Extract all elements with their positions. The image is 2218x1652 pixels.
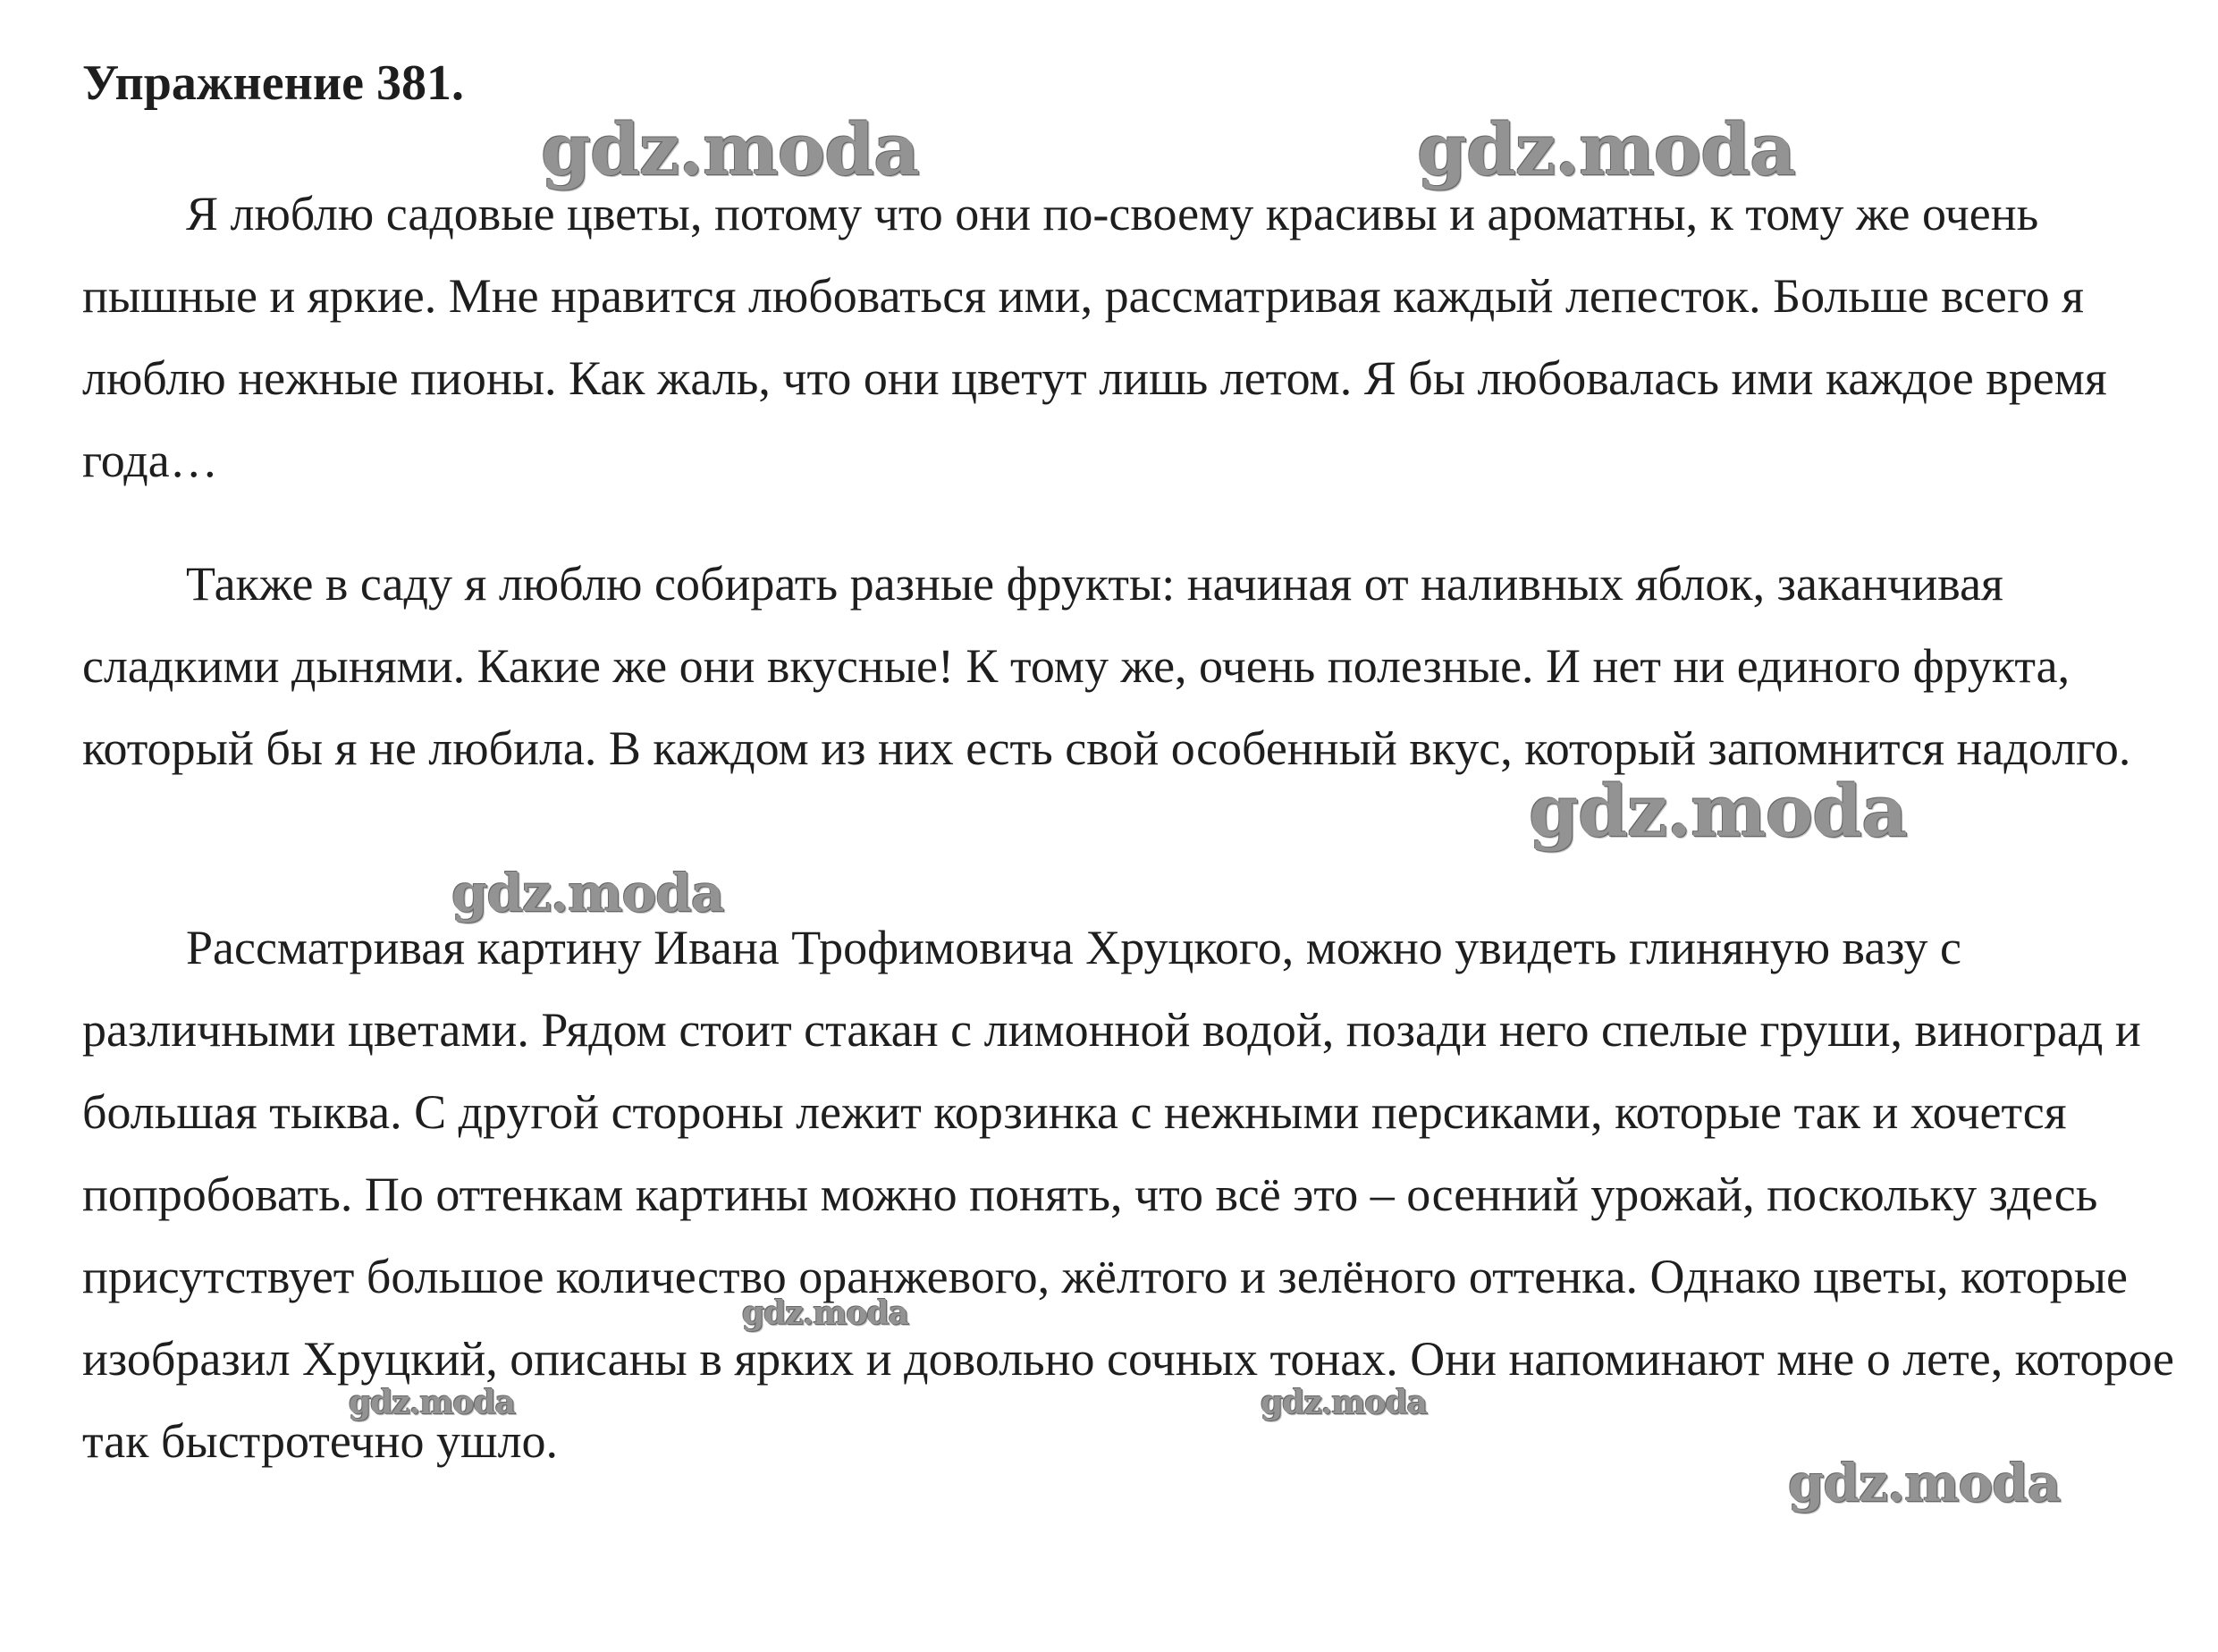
watermark: gdz.moda bbox=[742, 1294, 908, 1332]
paragraph-painting-description: Рассматривая картину Ивана Трофимовича Хруцкого, можно увидеть глиняную вазу с различными цветами. Рядом стоит стакан с лимонной водой, позади него спелые груши, виноград и большая тыква. С другой стороны лежит корзинка с нежными персиками, которые так и хочется попробовать. По оттенкам картины можно понять, что всё это – осенний урожай, поскольку здесь присутствует большое количество оранжевого, жёлтого и зелёного оттенка. Однако цветы, которые изобразил Хруцкий, описаны в ярких и довольно сочных тонах. Они напоминают мне о лете, которое так быстротечно ушло. bbox=[82, 921, 2175, 1468]
watermark: gdz.moda bbox=[1788, 1453, 2061, 1513]
watermark: gdz.moda bbox=[1529, 769, 1907, 853]
exercise-title: Упражнение 381. bbox=[82, 55, 465, 111]
watermark: gdz.moda bbox=[1261, 1384, 1427, 1421]
paragraph-garden-flowers: Я люблю садовые цветы, потому что они по-своему красивы и ароматны, к тому же очень пышные и яркие. Мне нравится любоваться ими, рассматривая каждый лепесток. Больше всего я люблю нежные пионы. Как жаль, что они цветут лишь летом. Я бы любовалась ими каждое время года… bbox=[82, 187, 2107, 487]
watermark: gdz.moda bbox=[349, 1384, 515, 1421]
watermark: gdz.moda bbox=[451, 863, 724, 923]
watermark: gdz.moda bbox=[1417, 107, 1795, 191]
watermark: gdz.moda bbox=[541, 107, 919, 191]
paragraph-garden-fruits: Также в саду я люблю собирать разные фрукты: начиная от наливных яблок, заканчивая сладкими дынями. Какие же они вкусные! К тому же, очень полезные. И нет ни единого фрукта, который бы я не любила. В каждом из них есть свой особенный вкус, который запомнится надолго. bbox=[82, 557, 2131, 775]
